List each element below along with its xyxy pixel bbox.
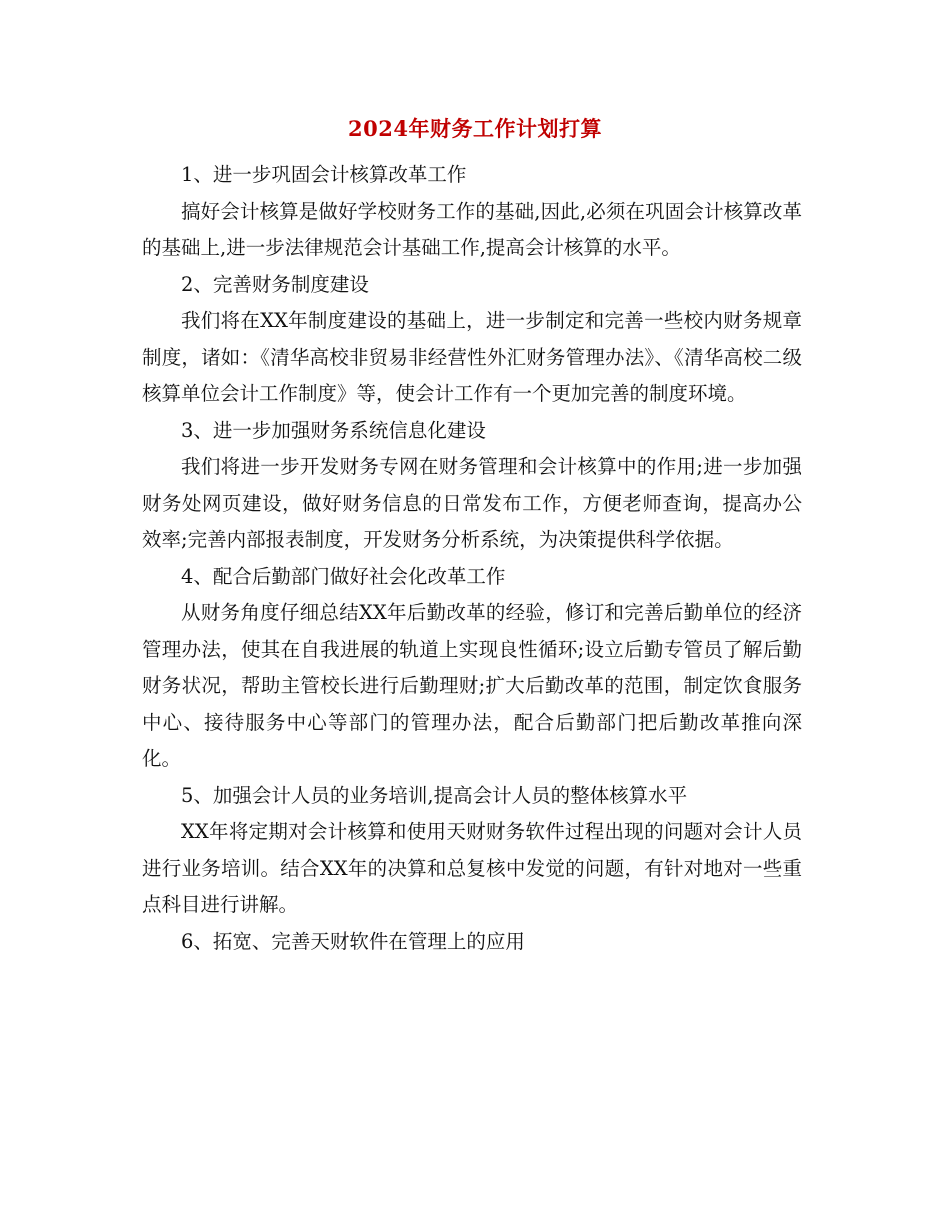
- section-1-heading: 1、进一步巩固会计核算改革工作: [181, 163, 467, 186]
- section-2-heading: 2、完善财务制度建设: [181, 272, 369, 296]
- section-5-paragraph: XX年将定期对会计核算和使用天财财务软件过程出现的问题对会计人员进行业务培训。结合XX年的决算和总复核中发觉的问题，有针对地对一些重点科目进行讲解。: [142, 820, 802, 916]
- document-body: [142, 157, 802, 960]
- document-title: 2024年财务工作计划打算: [348, 116, 602, 141]
- section-6-heading: 6、拓宽、完善天财软件在管理上的应用: [181, 929, 525, 953]
- section-4-paragraph: 从财务角度仔细总结XX年后勤改革的经验，修订和完善后勤单位的经济管理办法，使其在自我进展的轨道上实现良性循环;设立后勤专管员了解后勤财务状况，帮助主管校长进行后勤理财;扩大后勤改革的范围，制定饮食服务中心、接待服务中心等部门的管理办法，配合后勤部门把后勤改革推向深化。: [142, 601, 802, 770]
- section-2-paragraph: 我们将在XX年制度建设的基础上，进一步制定和完善一些校内财务规章制度，诸如：《清华高校非贸易非经营性外汇财务管理办法》、《清华高校二级核算单位会计工作制度》等，使会计工作有一个更加完善的制度环境。: [142, 309, 802, 405]
- section-3-paragraph: 我们将进一步开发财务专网在财务管理和会计核算中的作用;进一步加强财务处网页建设，做好财务信息的日常发布工作，方便老师查询，提高办公效率;完善内部报表制度，开发财务分析系统，为决策提供科学依据。: [142, 455, 802, 551]
- section-4-heading: 4、配合后勤部门做好社会化改革工作: [181, 564, 506, 588]
- section-3-heading: 3、进一步加强财务系统信息化建设: [181, 418, 486, 442]
- section-1-paragraph: 搞好会计核算是做好学校财务工作的基础,因此,必须在巩固会计核算改革的基础上,进一步法律规范会计基础工作,提高会计核算的水平。: [142, 199, 802, 259]
- section-5-heading: 5、加强会计人员的业务培训,提高会计人员的整体核算水平: [181, 783, 688, 807]
